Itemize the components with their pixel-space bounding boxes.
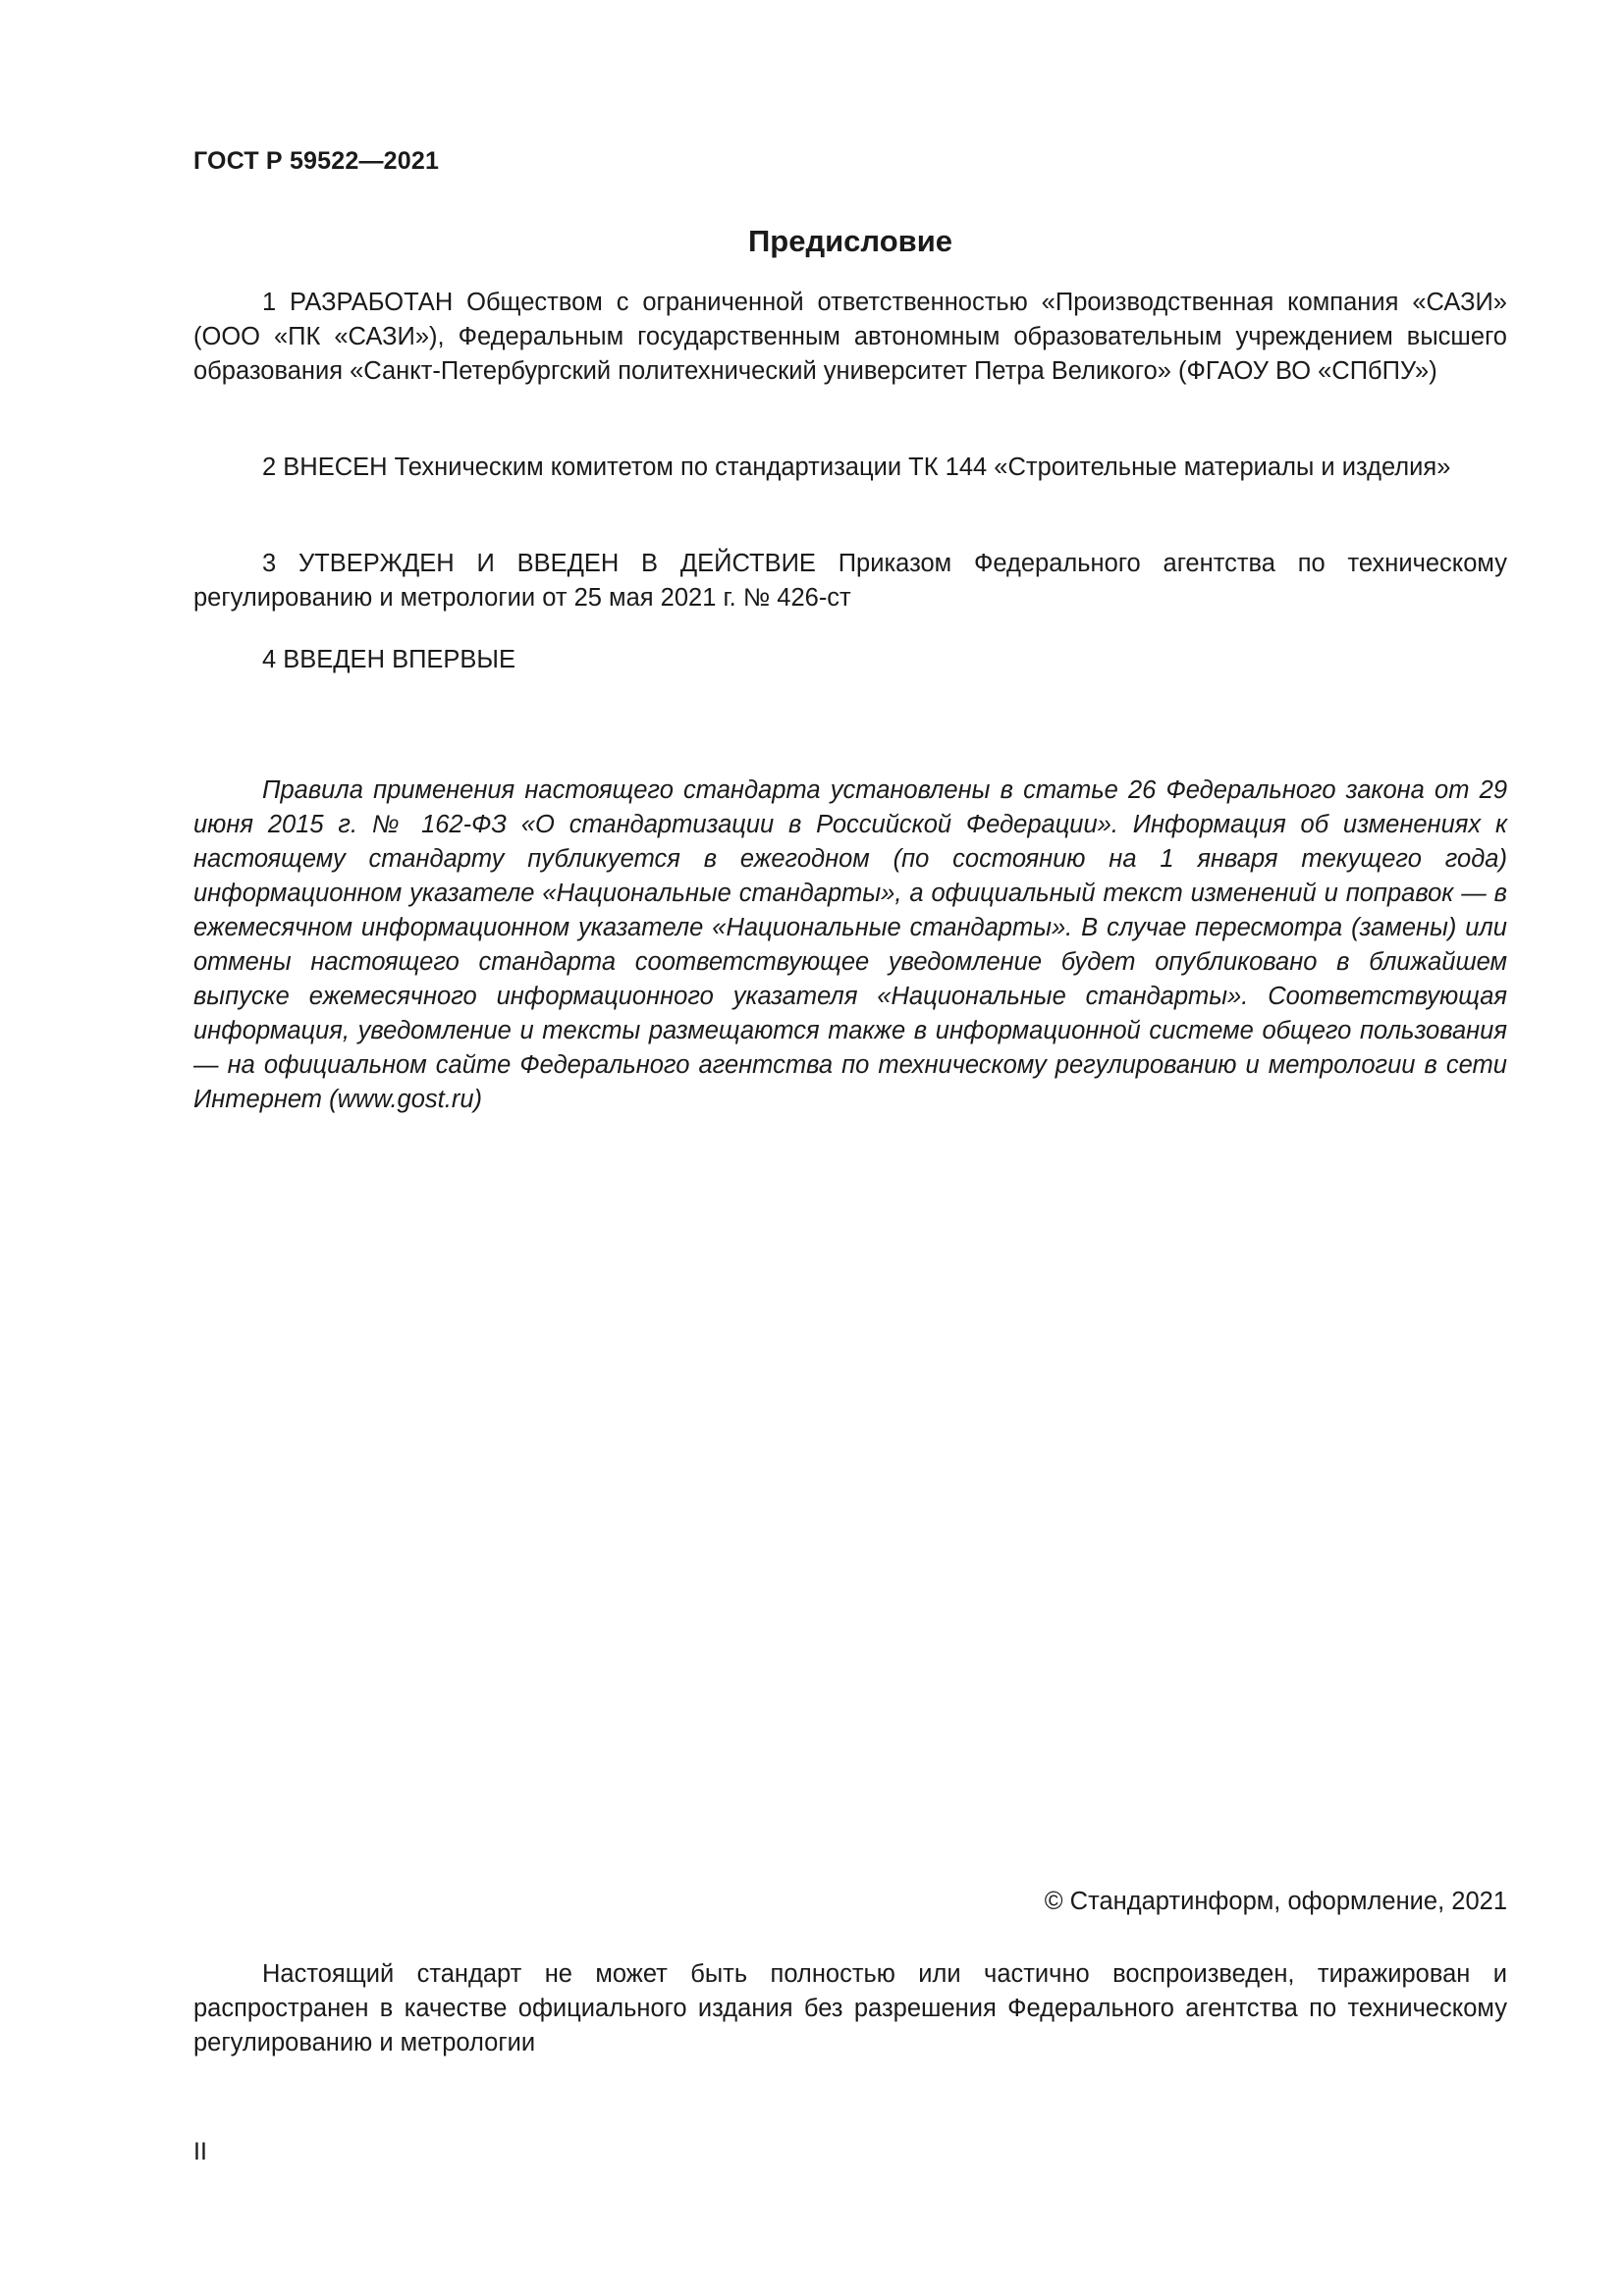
document-code: ГОСТ Р 59522—2021 xyxy=(193,147,440,175)
foreword-item-first-introduced: 4 ВВЕДЕН ВПЕРВЫЕ xyxy=(262,646,516,673)
page-number: II xyxy=(193,2138,207,2165)
application-rules-paragraph: Правила применения настоящего стандарта установлены в статье 26 Федерального закона от 29 июня 2015 г. № 162-ФЗ «О стандартизации в Российской Федерации». Информация об изменениях к настоящему стандарту публикуется в ежегодном (по состоянию на 1 января текущего года) информационном указателе «Национальные стандарты», а официальный текст изменений и поправок — в ежемесячном информационном указателе «Национальные стандарты». В случае пересмотра (замены) или отмены настоящего стандарта соответствующее уведомление будет опубликовано в ближайшем выпуске ежемесячного информационного указателя «Национальные стандарты». Соответствующая информация, уведомление и тексты размещаются также в информационной системе общего пользования — на официальном сайте Федерального агентства по техническому регулированию и метрологии в сети Интернет (www.gost.ru) xyxy=(193,776,1507,1113)
foreword-item-developed: 1 РАЗРАБОТАН Обществом с ограниченной ответственностью «Производственная компания «САЗИ» (ООО «ПК «САЗИ»), Федеральным государственным автономным образовательным учреждением высшего образования «Санкт-Петербургский политехнический университет Петра Великого» (ФГАОУ ВО «СПбПУ») xyxy=(193,289,1507,385)
foreword-item-approved: 3 УТВЕРЖДЕН И ВВЕДЕН В ДЕЙСТВИЕ Приказом Федерального агентства по техническому регулированию и метрологии от 25 мая 2021 г. № 426-ст xyxy=(193,550,1507,612)
reproduction-notice: Настоящий стандарт не может быть полностью или частично воспроизведен, тиражирован и распространен в качестве официального издания без разрешения Федерального агентства по техническому регулированию и метрологии xyxy=(193,1960,1507,2056)
page-title: Предисловие xyxy=(747,224,952,258)
foreword-item-introduced: 2 ВНЕСЕН Техническим комитетом по стандартизации ТК 144 «Строительные материалы и изделия» xyxy=(262,454,1451,481)
copyright-line: © Стандартинформ, оформление, 2021 xyxy=(1044,1888,1507,1915)
